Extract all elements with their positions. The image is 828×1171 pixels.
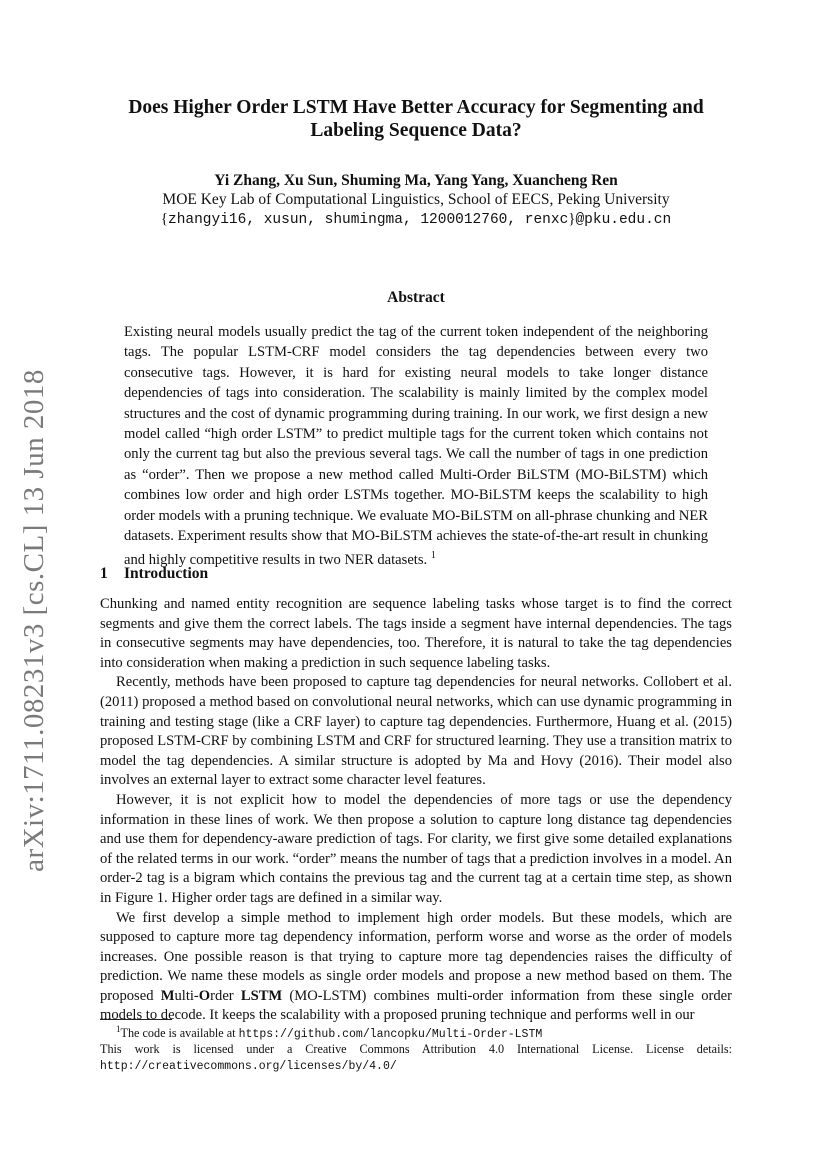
footnote-1	[100, 1022, 732, 1042]
arxiv-stamp-text: arXiv:1711.08231v3 [cs.CL] 13 Jun 2018	[17, 368, 50, 872]
paper-title: Does Higher Order LSTM Have Better Accuracy for Segmenting and Labeling Sequence Data?	[128, 97, 704, 141]
section-heading-introduction	[100, 565, 208, 583]
paragraph-last	[100, 909, 732, 1027]
bold-o: O	[198, 987, 211, 1004]
license-url-link[interactable]: http://creativecommons.org/licenses/by/4.0/	[100, 1059, 397, 1073]
footnotes	[100, 1022, 732, 1074]
arxiv-stamp	[14, 360, 54, 880]
email-domain: @pku.edu.cn	[575, 212, 672, 228]
paragraph-text: rder	[210, 987, 241, 1004]
footnote-mark: 1	[116, 1024, 121, 1034]
paragraph: Chunking and named entity recognition are sequence labeling tasks whose target is to find the correct segments and give them the correct labels. The tags inside a segment have internal dependencies. The tags in consecutive segments may have dependencies, too. Therefore, it is natural to take the tag dependencies into consideration when making a prediction in such sequence labeling tasks.	[100, 596, 732, 671]
email-open-brace: {	[160, 211, 168, 227]
paragraph: However, it is not explicit how to model the dependencies of more tags or use the dependency information in these lines of work. We then propose a solution to capture long distance tag dependencies and use them for dependency-aware prediction of tags. For clarity, we first give some detailed explanations of the related terms in our work. “order” means the number of tags that a prediction involves in a model. An order-2 tag is a bigram which contains the previous tag and the current tag at a certain time step, as shown in Figure 1. Higher order tags are defined in a similar way.	[100, 791, 732, 906]
footnote-text: The code is available at	[120, 1026, 239, 1041]
footnote-divider	[100, 1019, 172, 1020]
code-url-link[interactable]: https://github.com/lancopku/Multi-Order-LSTM	[238, 1028, 543, 1042]
license-note	[100, 1042, 732, 1074]
abstract-body	[124, 322, 708, 571]
affiliation: MOE Key Lab of Computational Linguistics, School of EECS, Peking University	[162, 191, 670, 208]
license-text: This work is licensed under a Creative Commons Attribution 4.0 International License. License details:	[100, 1042, 732, 1057]
abstract-footnote-mark: 1	[430, 550, 436, 562]
paragraph: Recently, methods have been proposed to capture tag dependencies for neural networks. Collobert et al. (2011) proposed a method based on convolutional neural networks, which can use dynamic programming in training and testing stage (like a CRF layer) to capture tag dependencies. Furthermore, Huang et al. (2015) proposed LSTM-CRF by combining LSTM and CRF for structured learning. They use a transition matrix to model the tag dependencies. A similar structure is adopted by Ma and Hovy (2016). Their model also involves an external layer to extract some character level features.	[100, 674, 732, 789]
bold-lstm: LSTM	[240, 987, 283, 1004]
paragraph-text: ulti-	[174, 987, 199, 1004]
abstract-text: Existing neural models usually predict the tag of the current token independent of the neighboring tags. The popular LSTM-CRF model considers the tag dependencies between every two consecutive tags. However, it is hard for existing neural models to take longer distance dependencies of tags into consideration. The scalability is mainly limited by the complex model structures and the cost of dynamic programming during training. In our work, we first design a new model called “high order LSTM” to predict multiple tags for the current token which contains not only the current tag but also the previous several tags. We call the number of tags in one prediction as “order”. Then we propose a new method called Multi-Order BiLSTM (MO-BiLSTM) which combines low order and high order LSTMs together. MO-BiLSTM keeps the scalability to high order models with a pruning technique. We evaluate MO-BiLSTM on all-phrase chunking and NER datasets. Experiment results show that MO-BiLSTM achieves the state-of-the-art result in chunking and highly competitive results in two NER datasets.	[124, 324, 708, 569]
author-list: Yi Zhang, Xu Sun, Shuming Ma, Yang Yang, Xuancheng Ren	[214, 172, 618, 189]
author-emails	[100, 211, 732, 228]
section-number: 1	[100, 565, 108, 582]
paragraph-text: (MO-LSTM) combines multi-order information from these single order models to decode. It keeps the scalability with a proposed pruning technique and performs well in our	[100, 987, 732, 1024]
introduction-body	[100, 595, 732, 1026]
email-names: zhangyi16, xusun, shumingma, 1200012760, renxc	[168, 212, 569, 228]
section-title: Introduction	[124, 565, 209, 582]
bold-m: M	[160, 987, 175, 1004]
paragraph-text: We first develop a simple method to implement high order models. But these models, which are supposed to capture more tag dependency information, perform worse and worse as the order of models increases. One possible reason is that trying to capture more tag dependencies raises the difficulty of prediction. We name these models as single order models and propose a new method based on them. The proposed	[100, 909, 732, 1004]
abstract-heading: Abstract	[387, 289, 445, 306]
email-close-brace: }	[568, 211, 576, 227]
